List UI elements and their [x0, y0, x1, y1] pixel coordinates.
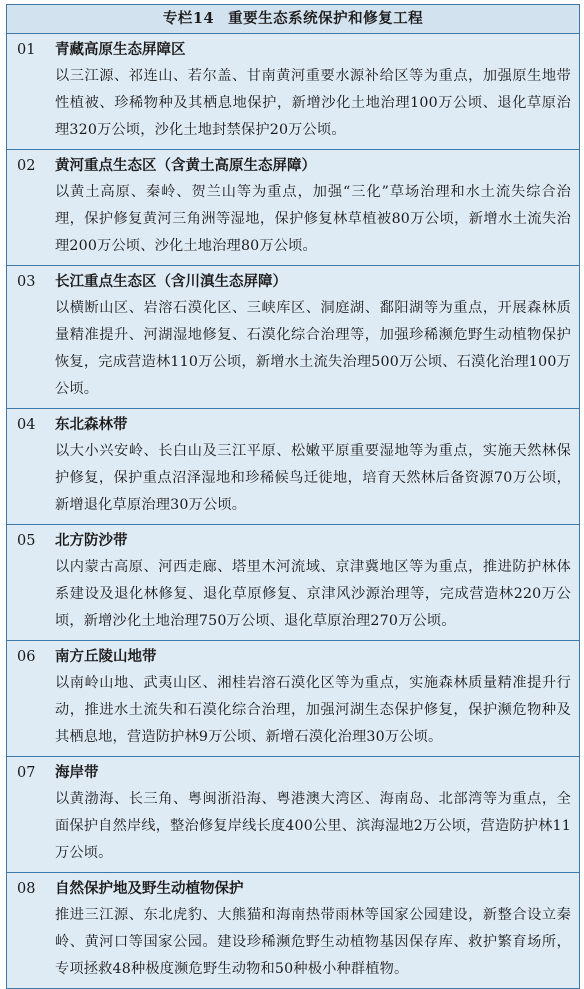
column-label: 专栏14 — [162, 10, 215, 27]
project-section-02 — [7, 150, 579, 266]
project-description: 以黄土高原、秦岭、贺兰山等为重点，加强“三化”草场治理和水土流失综合治理，保护修复黄河三角洲等湿地，保护修复林草植被80万公顷，新增水土流失治理200万公顷、沙化土地治理80万公顷。 — [55, 184, 571, 254]
project-name: 黄河重点生态区（含黄土高原生态屏障） — [55, 157, 316, 174]
project-number: 05 — [17, 533, 36, 549]
project-section-08 — [7, 873, 579, 988]
project-name: 海岸带 — [55, 764, 99, 781]
project-description: 以内蒙古高原、河西走廊、塔里木河流域、京津冀地区等为重点，推进防护林体系建设及退化林修复、退化草原修复、京津风沙源治理等，完成营造林220万公顷，新增沙化土地治理750万公顷、退化草原治理270万公顷。 — [55, 559, 571, 629]
project-description: 以大小兴安岭、长白山及三江平原、松嫩平原重要湿地等为重点，实施天然林保护修复，保护重点沼泽湿地和珍稀候鸟迁徙地，培育天然林后备资源70万公顷，新增退化草原治理30万公顷。 — [55, 443, 571, 513]
project-section-04 — [7, 409, 579, 525]
project-name: 自然保护地及野生动植物保护 — [55, 880, 244, 897]
project-number: 08 — [17, 881, 36, 897]
project-description: 以南岭山地、武夷山区、湘桂岩溶石漠化区等为重点，实施森林质量精准提升行动，推进水土流失和石漠化综合治理，加强河湖生态保护修复，保护濒危物种及其栖息地，营造防护林9万公顷、新增石漠化治理30万公顷。 — [55, 675, 571, 745]
project-section-01 — [7, 34, 579, 150]
project-number: 01 — [17, 42, 36, 58]
project-section-03 — [7, 266, 579, 409]
project-description: 以横断山区、岩溶石漠化区、三峡库区、洞庭湖、鄱阳湖等为重点，开展森林质量精准提升、河湖湿地修复、石漠化综合治理等，加强珍稀濒危野生动植物保护恢复，完成营造林110万公顷，新增水土流失治理500万公顷、石漠化治理100万公顷。 — [55, 300, 571, 397]
project-name: 长江重点生态区（含川滇生态屏障） — [55, 273, 287, 290]
project-number: 06 — [17, 649, 36, 665]
project-description: 以三江源、祁连山、若尔盖、甘南黄河重要水源补给区等为重点，加强原生地带性植被、珍稀物种及其栖息地保护，新增沙化土地治理100万公顷、退化草原治理320万公顷，沙化土地封禁保护20万公顷。 — [55, 68, 571, 138]
project-section-05 — [7, 525, 579, 641]
project-name: 南方丘陵山地带 — [55, 648, 157, 665]
project-number: 03 — [17, 274, 36, 290]
project-name: 北方防沙带 — [55, 532, 128, 549]
project-name: 东北森林带 — [55, 416, 128, 433]
project-section-07 — [7, 757, 579, 873]
project-section-06 — [7, 641, 579, 757]
project-description: 推进三江源、东北虎豹、大熊猫和海南热带雨林等国家公园建设，新整合设立秦岭、黄河口等国家公园。建设珍稀濒危野生动植物基因保存库、救护繁育场所，专项拯救48种极度濒危野生动物和50种极小种群植物。 — [55, 907, 571, 977]
column-title — [7, 5, 579, 34]
project-description: 以黄渤海、长三角、粤闽浙沿海、粤港澳大湾区、海南岛、北部湾等为重点，全面保护自然岸线，整治修复岸线长度400公里、滨海湿地2万公顷，营造防护林11万公顷。 — [55, 791, 571, 861]
project-number: 07 — [17, 765, 36, 781]
column-title-text: 重要生态系统保护和修复工程 — [228, 10, 424, 27]
project-number: 02 — [17, 158, 36, 174]
project-number: 04 — [17, 417, 36, 433]
column-box — [6, 4, 580, 989]
project-name: 青藏高原生态屏障区 — [55, 41, 186, 58]
